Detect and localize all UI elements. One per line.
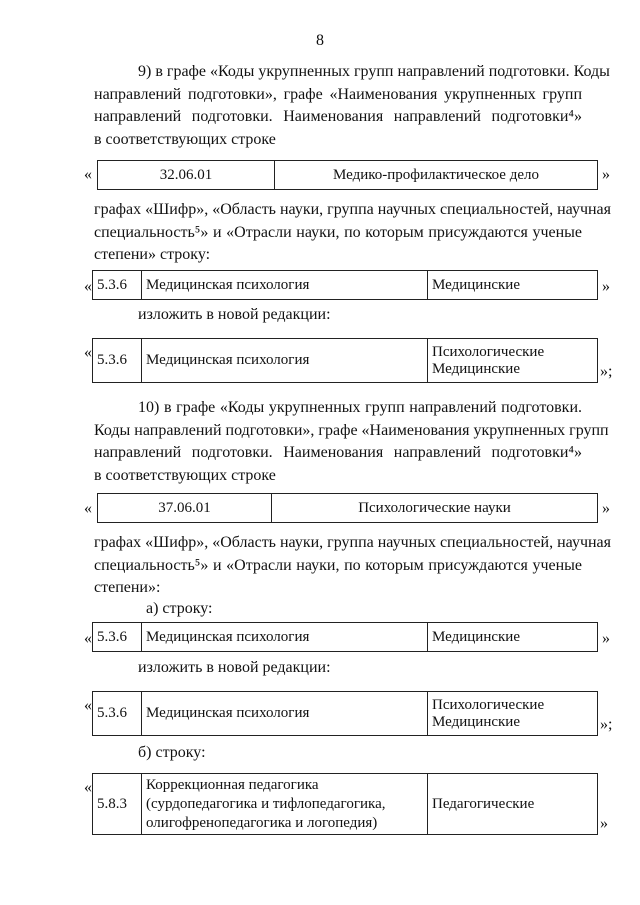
text-line: графах «Шифр», «Область науки, группа научных специальностей, научная	[94, 534, 612, 551]
table-row	[93, 623, 598, 652]
table-old-row	[92, 270, 598, 300]
name-cell: Медицинская психология	[142, 271, 428, 300]
table-row	[93, 271, 598, 300]
text-line: Коды направлений подготовки», графе «Наименования укрупненных групп	[94, 421, 609, 439]
text-line: направлений подготовки. Наименования направлений подготовки⁴»	[94, 108, 582, 125]
code-cell: 5.8.3	[93, 774, 142, 835]
branch-cell	[428, 339, 598, 383]
table-new-row	[92, 691, 598, 736]
name-cell: Медицинская психология	[142, 339, 428, 383]
close-quote: »	[602, 500, 610, 517]
branch-cell: Медицинские	[428, 271, 598, 300]
section-10-intro	[94, 397, 609, 487]
text-line: специальность⁵» и «Отрасли науки, по которым присуждаются ученые	[94, 556, 582, 574]
open-quote: «	[84, 278, 92, 295]
name-line: Коррекционная педагогика	[146, 776, 319, 793]
code-cell: 5.3.6	[93, 692, 142, 736]
text-line: 10) в графе «Коды укрупненных групп направлений подготовки.	[138, 399, 582, 416]
name-cell: Медицинская психология	[142, 623, 428, 652]
branch-cell: Медицинские	[428, 623, 598, 652]
branch-cell	[428, 692, 598, 736]
table-direction-37	[97, 493, 598, 523]
text-line: степени»:	[94, 579, 161, 596]
close-quote: »	[600, 815, 608, 832]
branch-line: Медицинские	[432, 713, 520, 730]
table-new-row	[92, 338, 598, 383]
open-quote: «	[84, 630, 92, 647]
section-10-columns-text	[94, 532, 612, 600]
close-quote: »	[602, 630, 610, 647]
name-cell: Медицинская психология	[142, 692, 428, 736]
code-cell: 5.3.6	[93, 339, 142, 383]
table-row	[98, 494, 598, 523]
close-quote: »	[602, 278, 610, 295]
name-line: (сурдопедагогика и тифлопедагогика,	[146, 795, 386, 812]
table-row	[93, 339, 598, 383]
table-row	[93, 774, 598, 835]
text-line: в соответствующих строке	[94, 130, 276, 148]
table-correction-pedagogy	[92, 773, 598, 835]
text-line: в соответствующих строке	[94, 466, 276, 484]
code-cell: 37.06.01	[98, 494, 272, 523]
code-cell: 5.3.6	[93, 623, 142, 652]
open-quote: «	[84, 166, 92, 183]
table-old-row	[92, 622, 598, 652]
name-cell: Медико-профилактическое дело	[275, 161, 598, 190]
replace-instruction: изложить в новой редакции:	[138, 306, 331, 323]
close-quote-semicolon: »;	[600, 716, 613, 733]
text-line: направлений подготовки. Наименования направлений подготовки⁴»	[94, 444, 582, 461]
subitem-b-label: б) строку:	[138, 744, 206, 761]
open-quote: «	[84, 500, 92, 517]
name-cell: Психологические науки	[272, 494, 598, 523]
name-cell	[142, 774, 428, 835]
replace-instruction: изложить в новой редакции:	[138, 659, 331, 676]
subitem-a-label: а) строку:	[146, 600, 213, 617]
section-9-columns-text	[94, 199, 612, 267]
close-quote: »	[602, 166, 610, 183]
table-row	[93, 692, 598, 736]
text-line: графах «Шифр», «Область науки, группа научных специальностей, научная	[94, 201, 612, 218]
name-line: олигофренопедагогика и логопедия)	[146, 814, 378, 831]
code-cell: 32.06.01	[98, 161, 275, 190]
branch-cell: Педагогические	[428, 774, 598, 835]
text-line: степени» строку:	[94, 246, 211, 263]
open-quote: «	[84, 344, 92, 361]
close-quote-semicolon: »;	[600, 363, 613, 380]
open-quote: «	[84, 779, 92, 796]
branch-line: Психологические	[432, 343, 545, 360]
text-line: направлений подготовки», графе «Наименования укрупненных групп	[94, 85, 582, 103]
section-9-intro	[94, 61, 610, 151]
page-number: 8	[316, 32, 324, 49]
branch-line: Медицинские	[432, 360, 520, 377]
table-row	[98, 161, 598, 190]
text-line: специальность⁵» и «Отрасли науки, по которым присуждаются ученые	[94, 223, 582, 241]
code-cell: 5.3.6	[93, 271, 142, 300]
text-line: 9) в графе «Коды укрупненных групп направлений подготовки. Коды	[138, 63, 610, 80]
open-quote: «	[84, 697, 92, 714]
branch-line: Психологические	[432, 696, 545, 713]
table-direction-32	[97, 160, 598, 190]
